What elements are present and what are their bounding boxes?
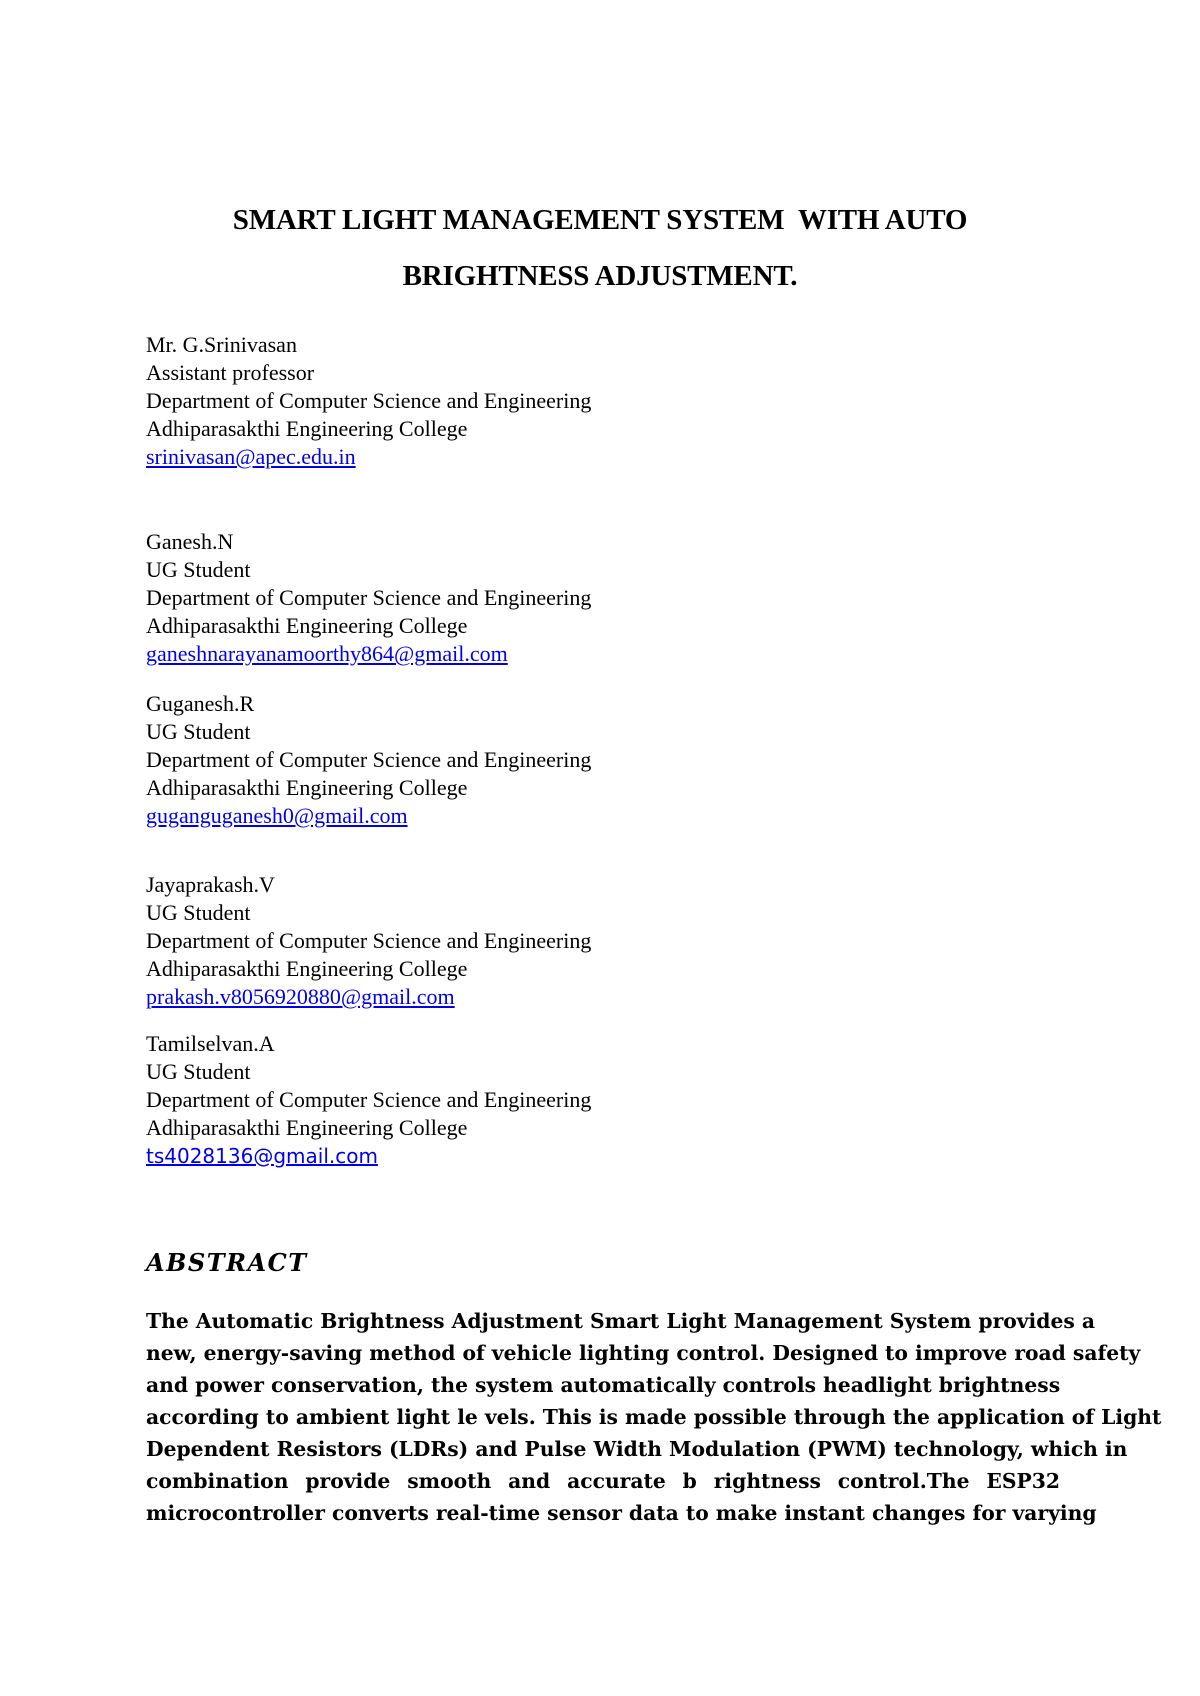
author-college: Adhiparasakthi Engineering College [146,1115,468,1140]
abstract-line: microcontroller converts real-time sensor data to make instant changes for varying [146,1501,1097,1525]
author-role: UG Student [146,1059,251,1084]
author-email-link[interactable]: guganguganesh0@gmail.com [146,803,408,828]
author-department: Department of Computer Science and Engineering [146,1087,592,1112]
author-college: Adhiparasakthi Engineering College [146,956,468,981]
abstract-line: new, energy-saving method of vehicle lighting control. Designed to improve road safety [146,1341,1141,1365]
author-name: Ganesh.N [146,529,234,554]
author-block-3 [146,690,846,830]
author-college: Adhiparasakthi Engineering College [146,613,468,638]
author-email-link[interactable]: ts4028136@gmail.com [146,1144,378,1168]
author-email-link[interactable]: srinivasan@apec.edu.in [146,444,356,469]
paper-title-line-1: SMART LIGHT MANAGEMENT SYSTEM WITH AUTO [232,204,968,236]
author-department: Department of Computer Science and Engineering [146,928,592,953]
abstract-line: according to ambient light le vels. This is made possible through the application of Light [146,1405,1162,1429]
author-role: UG Student [146,557,251,582]
abstract-line: and power conservation, the system automatically controls headlight brightness [146,1373,1061,1397]
author-department: Department of Computer Science and Engineering [146,747,592,772]
author-name: Mr. G.Srinivasan [146,332,297,357]
author-department: Department of Computer Science and Engineering [146,585,592,610]
author-department: Department of Computer Science and Engineering [146,388,592,413]
author-name: Tamilselvan.A [146,1031,275,1056]
author-block-1 [146,331,846,471]
author-role: UG Student [146,719,251,744]
abstract-body [146,1305,1162,1529]
author-college: Adhiparasakthi Engineering College [146,416,468,441]
author-college: Adhiparasakthi Engineering College [146,775,468,800]
abstract-line: combination provide smooth and accurate b rightness control.The ESP32 [146,1469,1060,1493]
author-block-4 [146,871,846,1011]
author-name: Guganesh.R [146,691,255,716]
paper-title-line-2: BRIGHTNESS ADJUSTMENT. [402,260,798,292]
author-name: Jayaprakash.V [146,872,275,897]
author-email-link[interactable]: ganeshnarayanamoorthy864@gmail.com [146,641,508,666]
abstract-line: The Automatic Brightness Adjustment Smart Light Management System provides a [146,1309,1095,1333]
abstract-line: Dependent Resistors (LDRs) and Pulse Width Modulation (PWM) technology, which in [146,1437,1128,1461]
author-block-2 [146,528,846,668]
paper-title [140,192,1060,304]
author-email-link[interactable]: prakash.v8056920880@gmail.com [146,984,455,1009]
author-block-5 [146,1030,846,1170]
abstract-heading: ABSTRACT [146,1248,308,1277]
author-role: UG Student [146,900,251,925]
author-role: Assistant professor [146,360,315,385]
